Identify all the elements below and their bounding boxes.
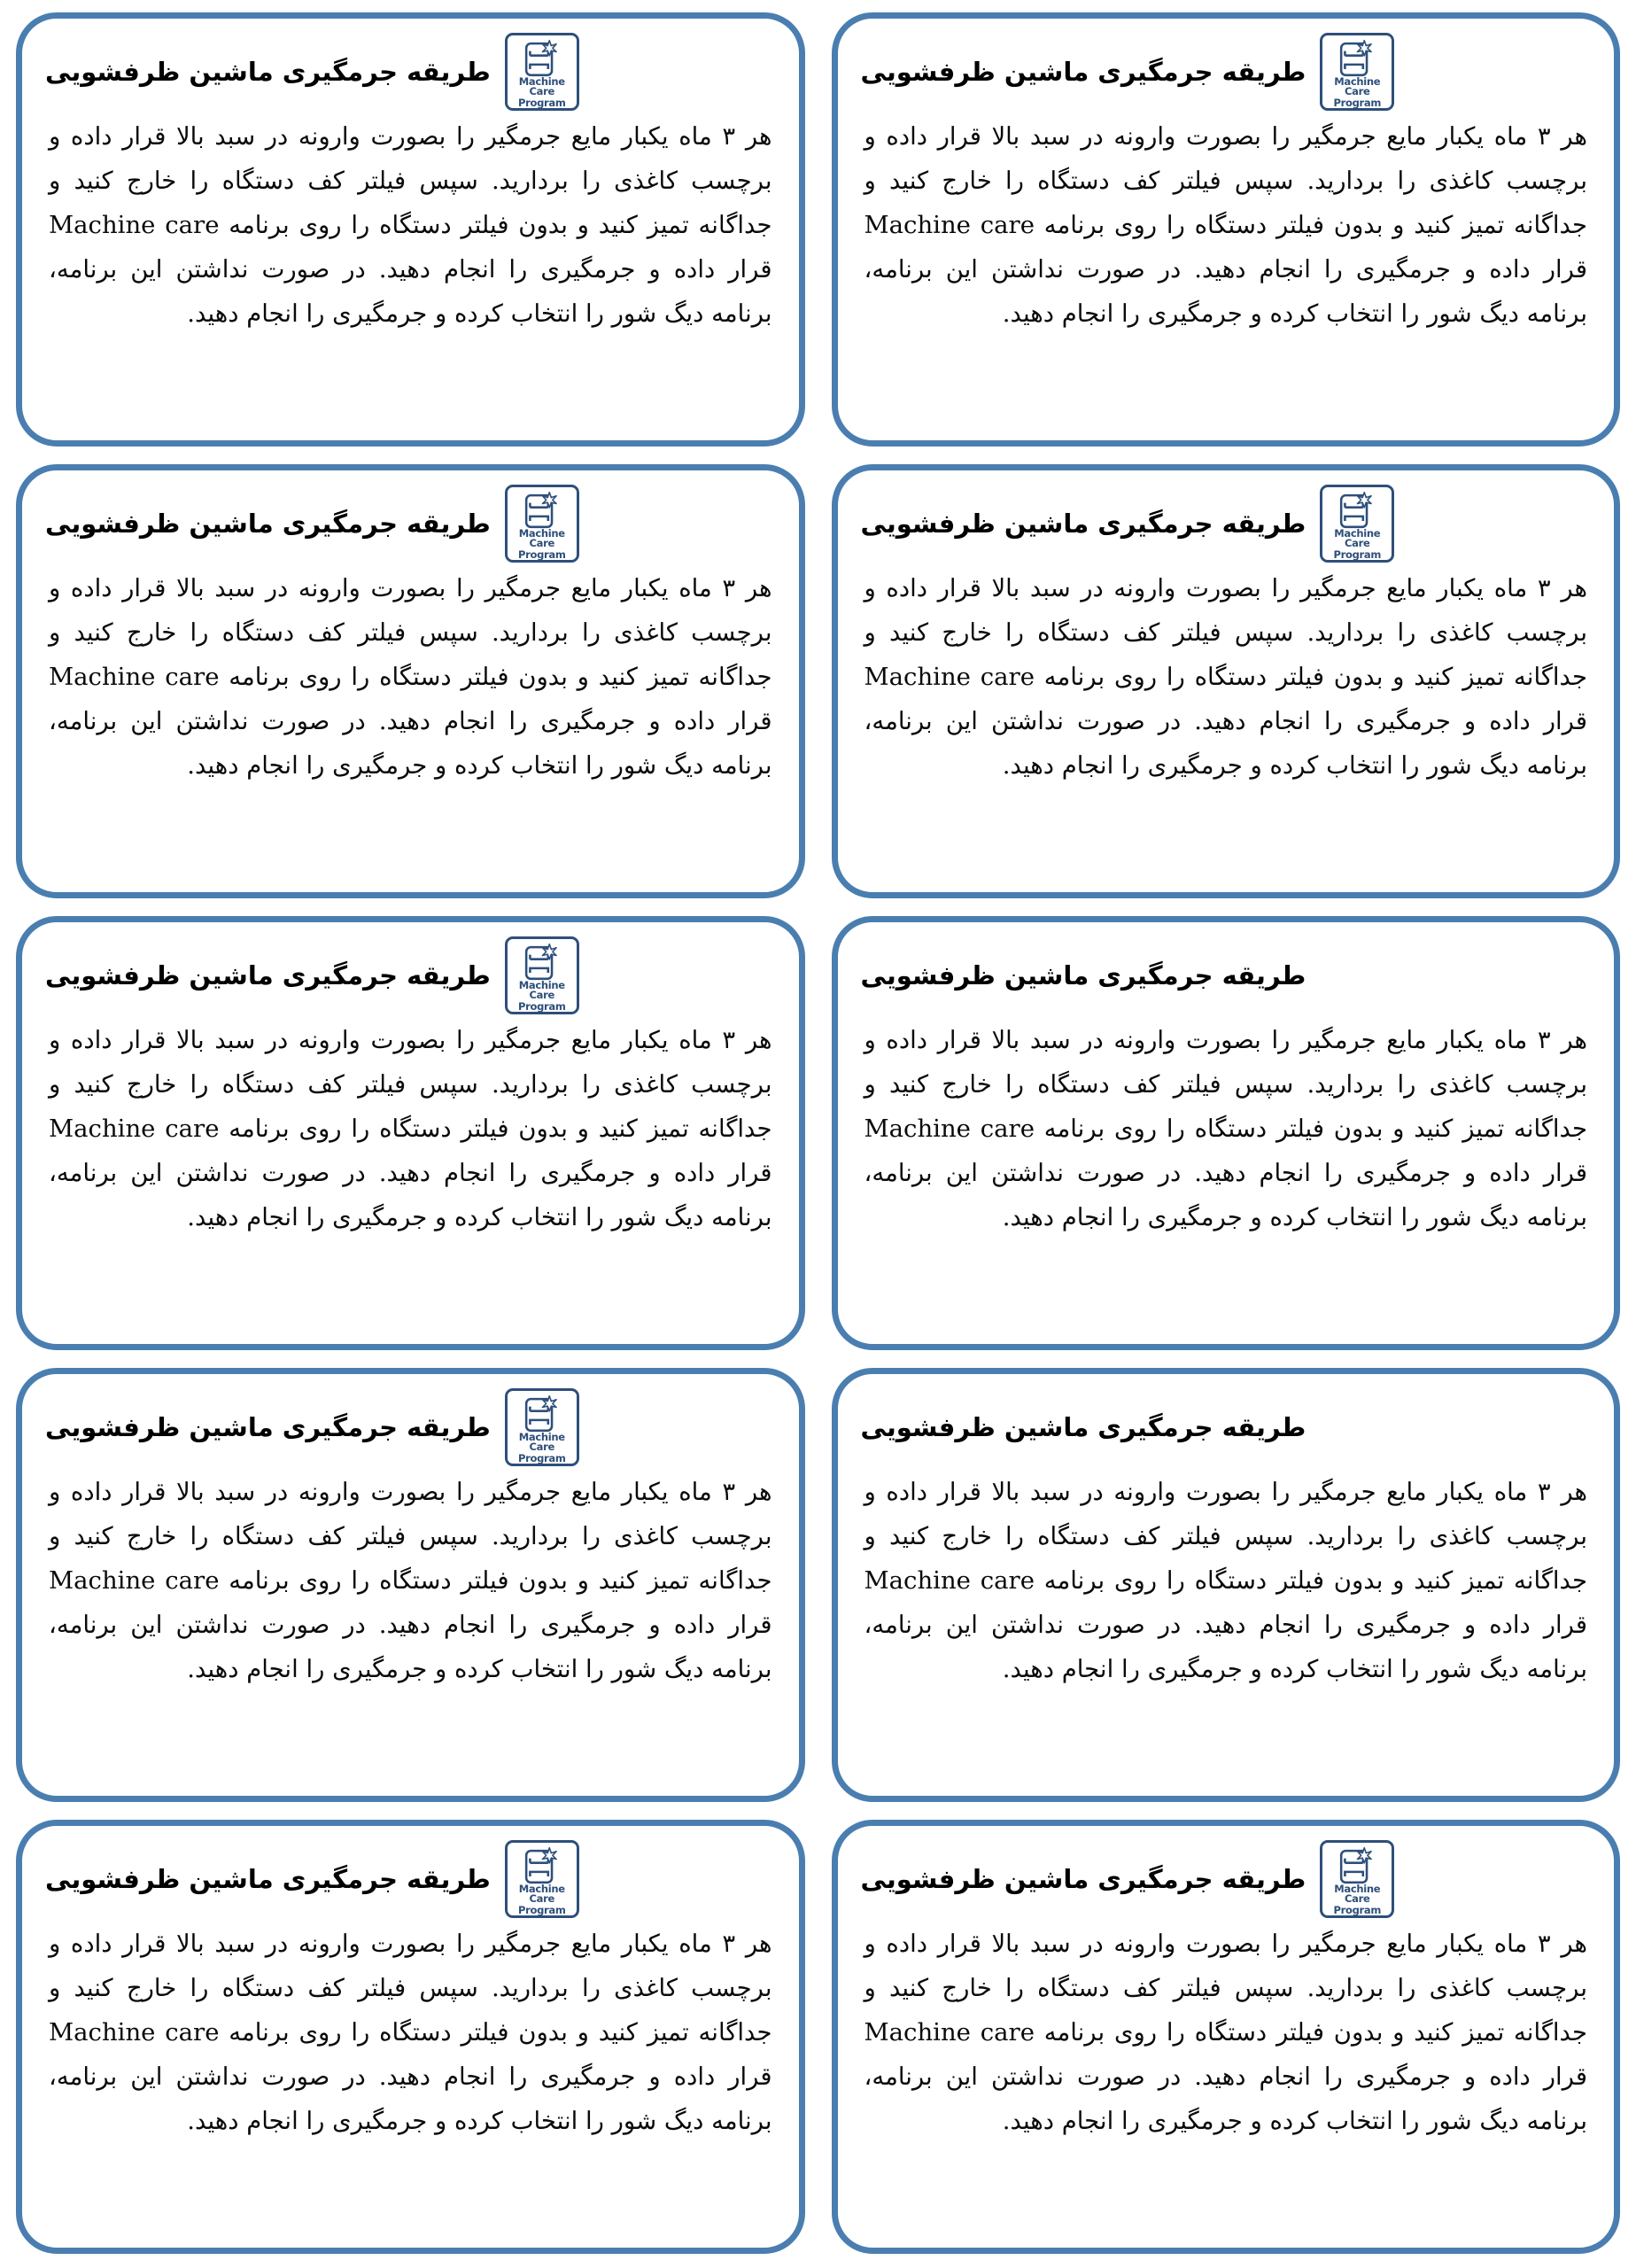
card-title: طریقه جرمگیری ماشین ظرفشویی [45, 1863, 491, 1894]
badge-line1: Machine Care [518, 978, 565, 1001]
card-title: طریقه جرمگیری ماشین ظرفشویی [860, 56, 1306, 87]
card-title: طریقه جرمگیری ماشین ظرفشویی [45, 56, 491, 87]
card-body [45, 1470, 776, 1691]
badge-line2: Program [518, 96, 566, 109]
card-body [45, 114, 776, 336]
card-body-part1: هر ۳ ماه یکبار مایع جرمگیر را بصورت وارونه در سبد بالا قرار داده و برچسب کاغذی را بردارید. سپس فیلتر کف دستگاه را خارج کنید و جداگانه تمیز کنید و بدون فیلتر دستگاه را روی برنامه [49, 1930, 772, 2047]
card-r3-left [832, 916, 1621, 1350]
card-body [45, 1922, 776, 2143]
card-title: طریقه جرمگیری ماشین ظرفشویی [45, 508, 491, 539]
card-r4-left [832, 1368, 1621, 1802]
card-title-row [861, 483, 1592, 564]
badge-line2: Program [518, 548, 566, 561]
card-title-row [45, 935, 776, 1016]
card-body-part2: قرار داده و جرمگیری را انجام دهید. در صورت نداشتن این برنامه، برنامه دیگ شور را انتخاب کرده و جرمگیری را انجام دهید. [864, 1611, 1587, 1684]
machine-care-program-icon [505, 1388, 579, 1466]
card-title-row [45, 31, 776, 113]
card-body-part2: قرار داده و جرمگیری را انجام دهید. در صورت نداشتن این برنامه، برنامه دیگ شور را انتخاب کرده و جرمگیری را انجام دهید. [49, 255, 772, 329]
card-r4-right [16, 1368, 805, 1802]
card-body-program-name: Machine care [49, 2018, 220, 2047]
card-body-program-name: Machine care [864, 211, 1035, 240]
card-body-program-name: Machine care [864, 663, 1035, 692]
card-body-part2: قرار داده و جرمگیری را انجام دهید. در صورت نداشتن این برنامه، برنامه دیگ شور را انتخاب کرده و جرمگیری را انجام دهید. [49, 2062, 772, 2136]
card-body-part2: قرار داده و جرمگیری را انجام دهید. در صورت نداشتن این برنامه، برنامه دیگ شور را انتخاب کرده و جرمگیری را انجام دهید. [864, 2062, 1587, 2136]
badge-line1: Machine Care [1334, 526, 1381, 549]
card-r5-right [16, 1820, 805, 2254]
card-title-row [45, 1838, 776, 1920]
card-r2-left [832, 464, 1621, 898]
dishwasher-star-glyph [519, 1394, 565, 1433]
card-body-program-name: Machine care [864, 1115, 1035, 1144]
card-body-part1: هر ۳ ماه یکبار مایع جرمگیر را بصورت وارونه در سبد بالا قرار داده و برچسب کاغذی را بردارید. سپس فیلتر کف دستگاه را خارج کنید و جداگانه تمیز کنید و بدون فیلتر دستگاه را روی برنامه [49, 1478, 772, 1596]
card-body-program-name: Machine care [864, 1566, 1035, 1596]
card-body-part1: هر ۳ ماه یکبار مایع جرمگیر را بصورت وارونه در سبد بالا قرار داده و برچسب کاغذی را بردارید. سپس فیلتر کف دستگاه را خارج کنید و جداگانه تمیز کنید و بدون فیلتر دستگاه را روی برنامه [864, 574, 1587, 692]
card-body [861, 114, 1592, 336]
card-body [45, 1018, 776, 1239]
card-body-part1: هر ۳ ماه یکبار مایع جرمگیر را بصورت وارونه در سبد بالا قرار داده و برچسب کاغذی را بردارید. سپس فیلتر کف دستگاه را خارج کنید و جداگانه تمیز کنید و بدون فیلتر دستگاه را روی برنامه [864, 1478, 1587, 1596]
card-title: طریقه جرمگیری ماشین ظرفشویی [860, 508, 1306, 539]
card-body-part1: هر ۳ ماه یکبار مایع جرمگیر را بصورت وارونه در سبد بالا قرار داده و برچسب کاغذی را بردارید. سپس فیلتر کف دستگاه را خارج کنید و جداگانه تمیز کنید و بدون فیلتر دستگاه را روی برنامه [864, 1026, 1587, 1144]
machine-care-program-icon [1320, 485, 1394, 563]
badge-line2: Program [1333, 96, 1382, 109]
badge-line2: Program [518, 1451, 566, 1464]
card-body-part2: قرار داده و جرمگیری را انجام دهید. در صورت نداشتن این برنامه، برنامه دیگ شور را انتخاب کرده و جرمگیری را انجام دهید. [49, 707, 772, 781]
card-title-row [45, 483, 776, 564]
dishwasher-star-glyph [519, 943, 565, 981]
machine-care-program-icon [1320, 1840, 1394, 1918]
dishwasher-star-glyph [1334, 1846, 1380, 1884]
card-r5-left [832, 1820, 1621, 2254]
card-body-part2: قرار داده و جرمگیری را انجام دهید. در صورت نداشتن این برنامه، برنامه دیگ شور را انتخاب کرده و جرمگیری را انجام دهید. [49, 1159, 772, 1232]
card-body-part2: قرار داده و جرمگیری را انجام دهید. در صورت نداشتن این برنامه، برنامه دیگ شور را انتخاب کرده و جرمگیری را انجام دهید. [864, 255, 1587, 329]
card-title: طریقه جرمگیری ماشین ظرفشویی [860, 1411, 1306, 1442]
badge-line1: Machine Care [518, 74, 565, 97]
card-title-row [861, 935, 1592, 1016]
card-body-program-name: Machine care [49, 1115, 220, 1144]
card-body [861, 1470, 1592, 1691]
card-title-row [861, 1838, 1592, 1920]
card-body-part2: قرار داده و جرمگیری را انجام دهید. در صورت نداشتن این برنامه، برنامه دیگ شور را انتخاب کرده و جرمگیری را انجام دهید. [49, 1611, 772, 1684]
badge-line1: Machine Care [1334, 74, 1381, 97]
badge-line1: Machine Care [518, 526, 565, 549]
card-body-program-name: Machine care [49, 211, 220, 240]
card-body-part2: قرار داده و جرمگیری را انجام دهید. در صورت نداشتن این برنامه، برنامه دیگ شور را انتخاب کرده و جرمگیری را انجام دهید. [864, 1159, 1587, 1232]
badge-line1: Machine Care [518, 1882, 565, 1905]
card-title-row [861, 1386, 1592, 1468]
badge-line2: Program [1333, 1903, 1382, 1916]
card-body-part1: هر ۳ ماه یکبار مایع جرمگیر را بصورت وارونه در سبد بالا قرار داده و برچسب کاغذی را بردارید. سپس فیلتر کف دستگاه را خارج کنید و جداگانه تمیز کنید و بدون فیلتر دستگاه را روی برنامه [49, 122, 772, 240]
dishwasher-star-glyph [519, 491, 565, 529]
card-title: طریقه جرمگیری ماشین ظرفشویی [45, 1411, 491, 1442]
card-title: طریقه جرمگیری ماشین ظرفشویی [860, 1863, 1306, 1894]
card-r2-right [16, 464, 805, 898]
card-title-row [45, 1386, 776, 1468]
card-r1-right [16, 12, 805, 447]
machine-care-program-icon [1320, 33, 1394, 111]
badge-line2: Program [1333, 548, 1382, 561]
badge-line1: Machine Care [518, 1430, 565, 1453]
card-body [861, 1018, 1592, 1239]
card-title-row [861, 31, 1592, 113]
card-title: طریقه جرمگیری ماشین ظرفشویی [45, 959, 491, 990]
card-body-part1: هر ۳ ماه یکبار مایع جرمگیر را بصورت وارونه در سبد بالا قرار داده و برچسب کاغذی را بردارید. سپس فیلتر کف دستگاه را خارج کنید و جداگانه تمیز کنید و بدون فیلتر دستگاه را روی برنامه [864, 1930, 1587, 2047]
card-r1-left [832, 12, 1621, 447]
badge-line1: Machine Care [1334, 1882, 1381, 1905]
card-body-program-name: Machine care [49, 663, 220, 692]
dishwasher-star-glyph [1334, 491, 1380, 529]
card-body [45, 566, 776, 788]
machine-care-program-icon [505, 936, 579, 1014]
card-body-program-name: Machine care [864, 2018, 1035, 2047]
card-body [861, 566, 1592, 788]
card-body-part1: هر ۳ ماه یکبار مایع جرمگیر را بصورت وارونه در سبد بالا قرار داده و برچسب کاغذی را بردارید. سپس فیلتر کف دستگاه را خارج کنید و جداگانه تمیز کنید و بدون فیلتر دستگاه را روی برنامه [864, 122, 1587, 240]
dishwasher-star-glyph [519, 39, 565, 77]
machine-care-program-icon [505, 485, 579, 563]
card-body-part1: هر ۳ ماه یکبار مایع جرمگیر را بصورت وارونه در سبد بالا قرار داده و برچسب کاغذی را بردارید. سپس فیلتر کف دستگاه را خارج کنید و جداگانه تمیز کنید و بدون فیلتر دستگاه را روی برنامه [49, 1026, 772, 1144]
card-body-program-name: Machine care [49, 1566, 220, 1596]
dishwasher-star-glyph [1334, 39, 1380, 77]
machine-care-program-icon [505, 1840, 579, 1918]
badge-line2: Program [518, 999, 566, 1013]
badge-line2: Program [518, 1903, 566, 1916]
dishwasher-star-glyph [519, 1846, 565, 1884]
card-r3-right [16, 916, 805, 1350]
card-title: طریقه جرمگیری ماشین ظرفشویی [860, 959, 1306, 990]
card-body [861, 1922, 1592, 2143]
card-body-part2: قرار داده و جرمگیری را انجام دهید. در صورت نداشتن این برنامه، برنامه دیگ شور را انتخاب کرده و جرمگیری را انجام دهید. [864, 707, 1587, 781]
machine-care-program-icon [505, 33, 579, 111]
card-body-part1: هر ۳ ماه یکبار مایع جرمگیر را بصورت وارونه در سبد بالا قرار داده و برچسب کاغذی را بردارید. سپس فیلتر کف دستگاه را خارج کنید و جداگانه تمیز کنید و بدون فیلتر دستگاه را روی برنامه [49, 574, 772, 692]
